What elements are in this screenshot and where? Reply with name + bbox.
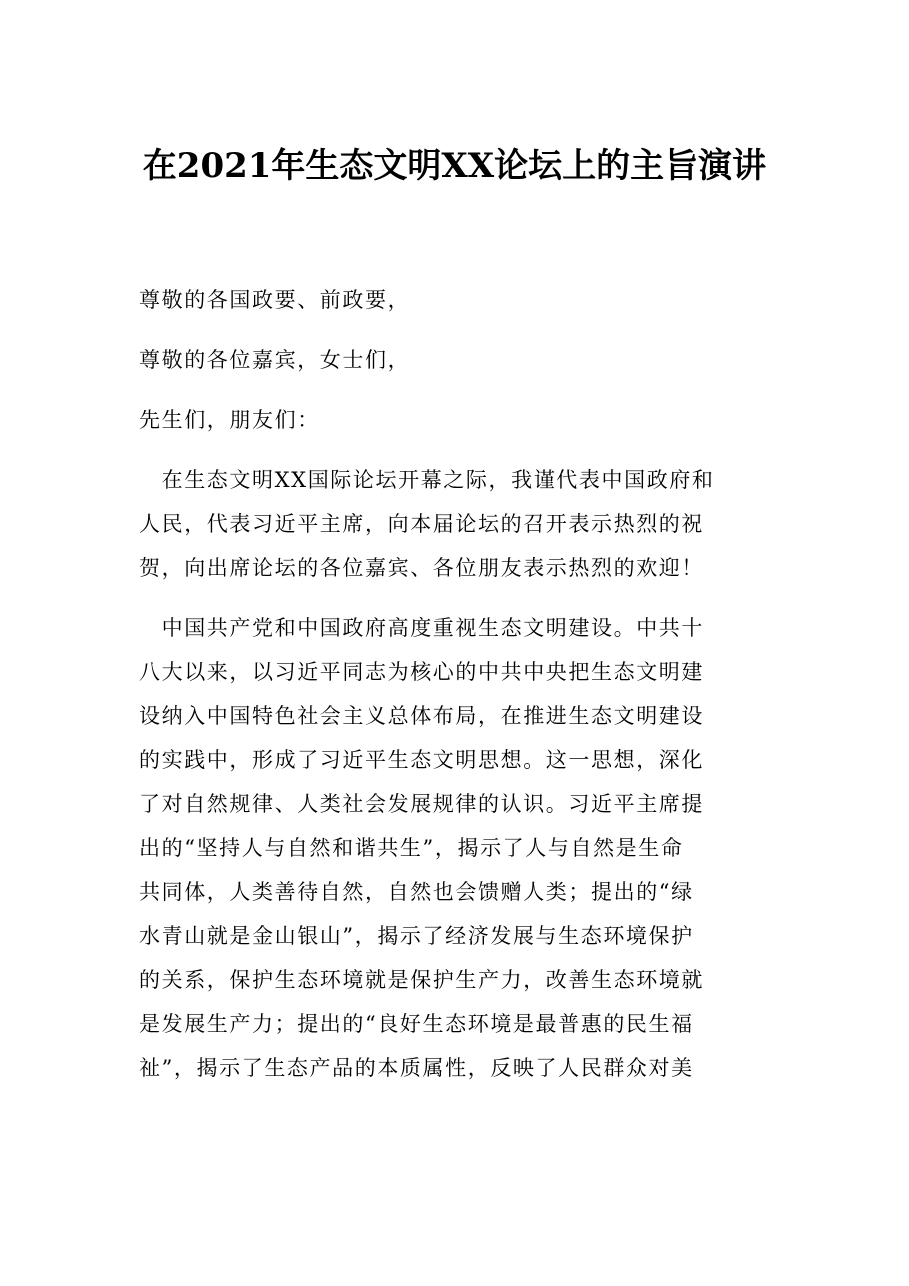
paragraph-line: 八大以来，以习近平同志为核心的中共中央把生态文明建 [139, 660, 704, 684]
paragraph-line: 的关系，保护生态环境就是保护生产力，改善生态环境就 [139, 968, 704, 992]
paragraph-line: 的实践中，形成了习近平生态文明思想。这一思想，深化 [139, 748, 704, 772]
paragraph-line: 共同体，人类善待自然，自然也会馈赠人类；提出的“绿 [139, 880, 694, 904]
paragraph-line: 出的“坚持人与自然和谐共生”，揭示了人与自然是生命 [139, 836, 684, 860]
paragraph-line: 中国共产党和中国政府高度重视生态文明建设。中共十 [139, 616, 704, 640]
salutation-line: 尊敬的各位嘉宾，女士们， [139, 348, 411, 372]
paragraph-line: 在生态文明XX国际论坛开幕之际，我谨代表中国政府和 [139, 468, 715, 492]
document-body [139, 278, 779, 1090]
paragraph-line: 祉”，揭示了生态产品的本质属性，反映了人民群众对美 [139, 1056, 694, 1080]
salutation-line: 先生们，朋友们： [139, 408, 320, 432]
paragraph-line: 设纳入中国特色社会主义总体布局，在推进生态文明建设 [139, 704, 704, 728]
paragraph-line: 贺，向出席论坛的各位嘉宾、各位朋友表示热烈的欢迎！ [139, 556, 704, 580]
paragraph-line: 人民，代表习近平主席，向本届论坛的召开表示热烈的祝 [139, 512, 704, 536]
document-title: 在2021年生态文明XX论坛上的主旨演讲 [142, 146, 767, 186]
salutation-line: 尊敬的各国政要、前政要， [139, 288, 411, 312]
paragraph-line: 了对自然规律、人类社会发展规律的认识。习近平主席提 [139, 792, 704, 816]
paragraph-line: 是发展生产力；提出的“良好生态环境是最普惠的民生福 [139, 1012, 694, 1036]
paragraph-line: 水青山就是金山银山”，揭示了经济发展与生态环境保护 [139, 924, 694, 948]
